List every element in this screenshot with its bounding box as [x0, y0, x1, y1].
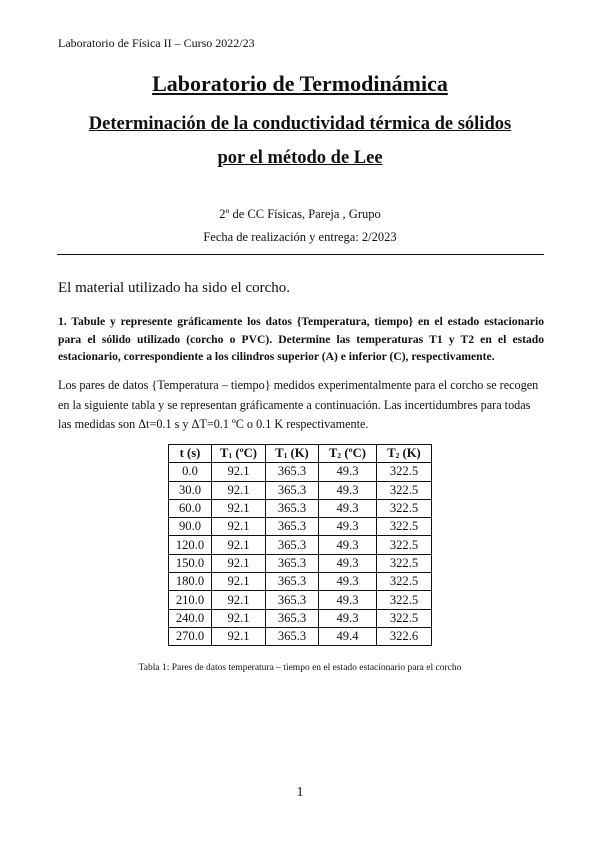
table-cell: 210.0	[169, 591, 212, 609]
table-body	[169, 463, 432, 646]
table-cell: 60.0	[169, 499, 212, 517]
table-row	[169, 627, 432, 645]
table-cell: 365.3	[266, 518, 319, 536]
table-cell: 49.3	[319, 591, 377, 609]
column-header-t1-kelvin: $T_1$ (K)	[266, 445, 319, 463]
date-info: Fecha de realización y entrega: 2/2023	[203, 230, 397, 244]
table-cell: 0.0	[169, 463, 212, 481]
table-cell: 49.3	[319, 518, 377, 536]
table-cell: 92.1	[212, 554, 266, 572]
table-cell: 92.1	[212, 573, 266, 591]
course-group-info: 2º de CC Físicas, Pareja , Grupo	[219, 207, 381, 221]
table-cell: 240.0	[169, 609, 212, 627]
table-row	[169, 518, 432, 536]
table-cell: 150.0	[169, 554, 212, 572]
table-cell: 92.1	[212, 499, 266, 517]
table-row	[169, 554, 432, 572]
table-cell: 49.3	[319, 609, 377, 627]
document-title: Laboratorio de Termodinámica	[152, 71, 448, 96]
table-cell: 49.3	[319, 481, 377, 499]
table-cell: 322.5	[377, 518, 432, 536]
table-cell: 322.6	[377, 627, 432, 645]
table-cell: 49.3	[319, 499, 377, 517]
table-row	[169, 536, 432, 554]
table-cell: 365.3	[266, 609, 319, 627]
table-row	[169, 481, 432, 499]
table-cell: 365.3	[266, 554, 319, 572]
table-cell: 322.5	[377, 591, 432, 609]
table-cell: 49.3	[319, 536, 377, 554]
column-header-t2-kelvin: $T_2$ (K)	[377, 445, 432, 463]
table-cell: 365.3	[266, 627, 319, 645]
running-header: Laboratorio de Física II – Curso 2022/23	[58, 36, 255, 50]
table-row	[169, 573, 432, 591]
horizontal-divider	[57, 254, 544, 255]
table-cell: 92.1	[212, 627, 266, 645]
table-cell: 322.5	[377, 536, 432, 554]
table-cell: 270.0	[169, 627, 212, 645]
table-cell: 365.3	[266, 499, 319, 517]
table-cell: 365.3	[266, 463, 319, 481]
page-number: 1	[296, 785, 304, 800]
column-header-t2-celsius: $T_2$ (ºC)	[319, 445, 377, 463]
document-subtitle-line2: por el método de Lee	[217, 148, 383, 168]
table-cell: 365.3	[266, 573, 319, 591]
table-cell: 49.3	[319, 463, 377, 481]
material-statement: El material utilizado ha sido el corcho.	[58, 280, 291, 296]
table-cell: 365.3	[266, 591, 319, 609]
table-cell: 90.0	[169, 518, 212, 536]
table-cell: 92.1	[212, 481, 266, 499]
table-cell: 92.1	[212, 609, 266, 627]
table-row	[169, 591, 432, 609]
table-header-row	[169, 445, 432, 463]
table-cell: 180.0	[169, 573, 212, 591]
table-cell: 49.4	[319, 627, 377, 645]
table-cell: 92.1	[212, 463, 266, 481]
column-header-t: t (s)	[169, 445, 212, 463]
table-row	[169, 499, 432, 517]
table-row	[169, 609, 432, 627]
table-cell: 30.0	[169, 481, 212, 499]
intro-paragraph: Los pares de datos {Temperatura – tiempo} medidos experimentalmente para el corcho se recogen en la siguiente tabla y se representan gráficamente a continuación. Las incertidumbres para todas las medidas son Δt=0.1 s y ΔT=0.1 ºC o 0.1 K respectivamente.	[58, 378, 539, 432]
table-cell: 49.3	[319, 573, 377, 591]
question-1: 1. Tabule y represente gráficamente los datos {Temperatura, tiempo} en el estado estacionario para el sólido utilizado (corcho o PVC). Determine las temperaturas T1 y T2 en el estado estacionario, correspondiente a los cilindros superior (A) e inferior (C), respectivamente.	[58, 315, 544, 364]
table-cell: 322.5	[377, 573, 432, 591]
table-cell: 92.1	[212, 536, 266, 554]
table-row	[169, 463, 432, 481]
table-cell: 92.1	[212, 591, 266, 609]
table-cell: 322.5	[377, 463, 432, 481]
table-cell: 49.3	[319, 554, 377, 572]
table-cell: 322.5	[377, 554, 432, 572]
column-header-t1-celsius: $T_1$ (ºC)	[212, 445, 266, 463]
table-cell: 322.5	[377, 481, 432, 499]
table-cell: 322.5	[377, 499, 432, 517]
table-cell: 92.1	[212, 518, 266, 536]
table-cell: 322.5	[377, 609, 432, 627]
table-cell: 365.3	[266, 481, 319, 499]
table-cell: 120.0	[169, 536, 212, 554]
document-subtitle-line1: Determinación de la conductividad térmica de sólidos	[88, 114, 512, 134]
data-table	[168, 444, 432, 646]
table-caption: Tabla 1: Pares de datos temperatura – tiempo en el estado estacionario para el corcho	[138, 663, 462, 673]
table-cell: 365.3	[266, 536, 319, 554]
